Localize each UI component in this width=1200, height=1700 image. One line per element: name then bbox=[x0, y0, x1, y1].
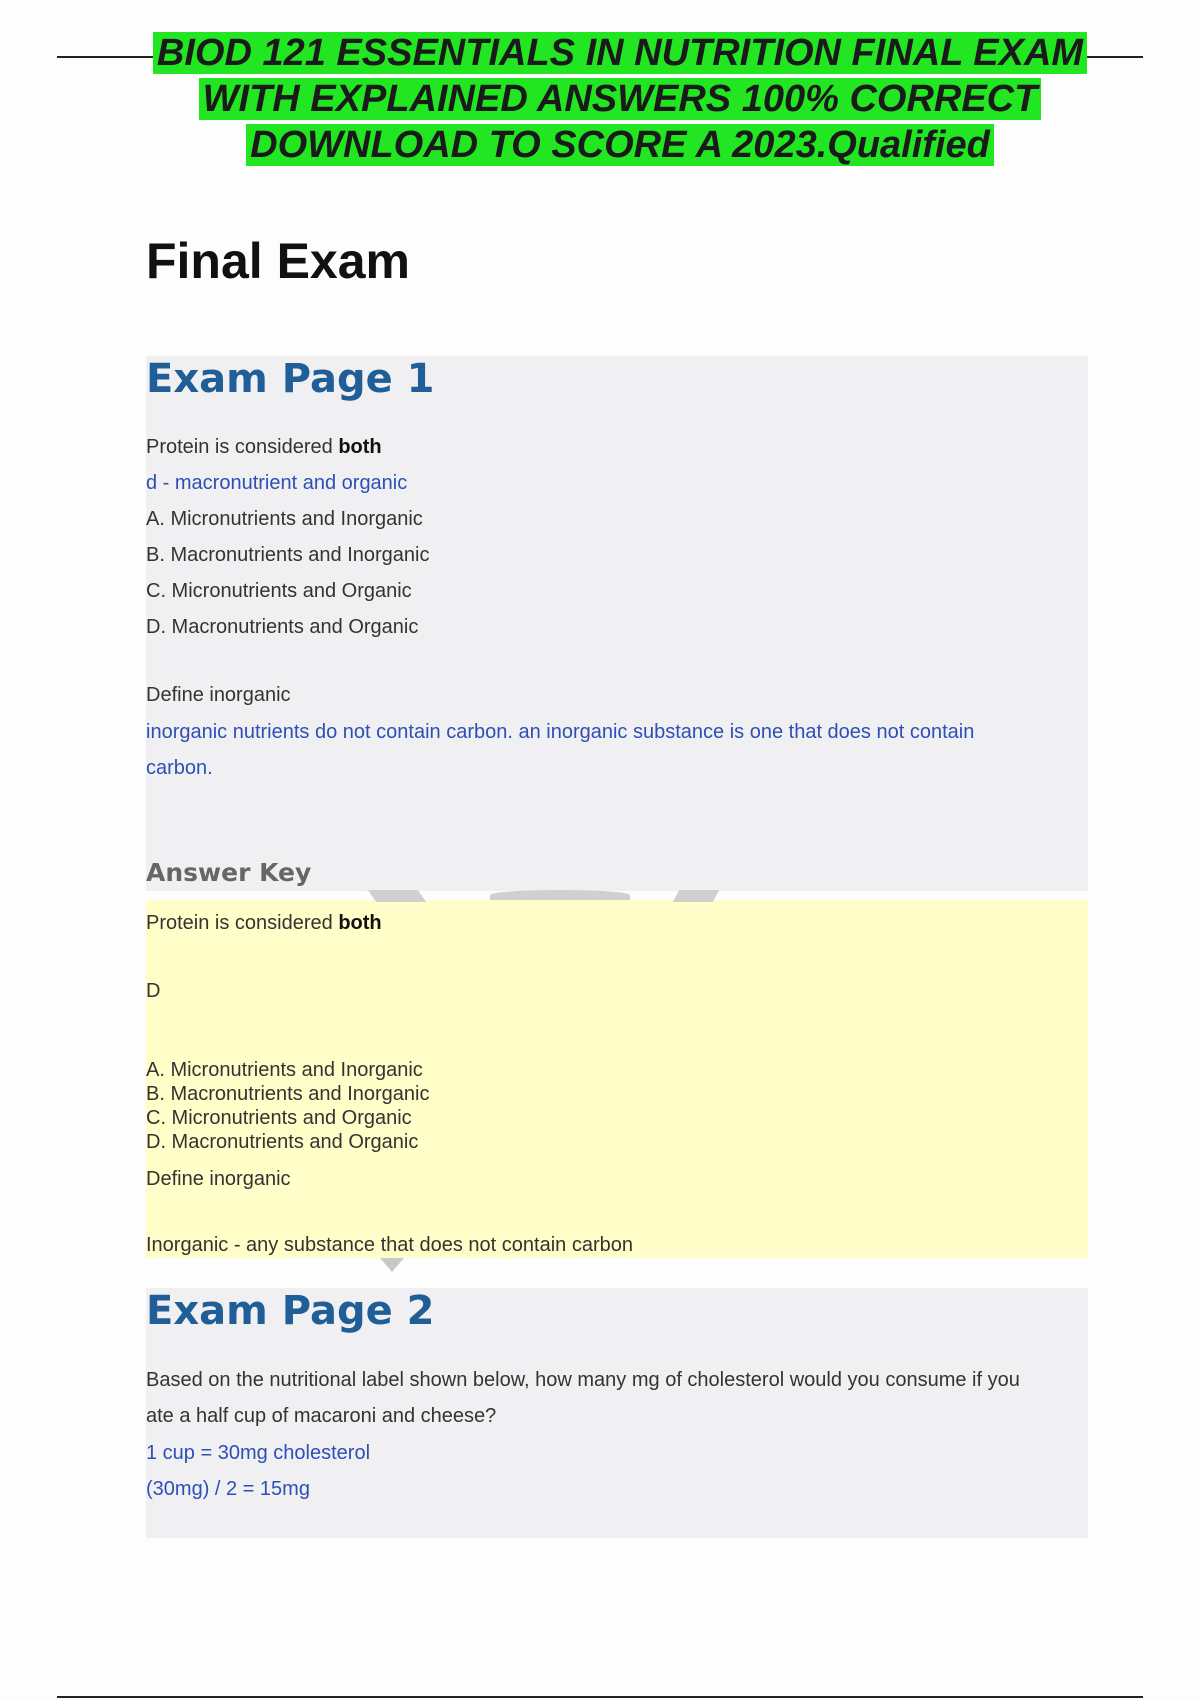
bottom-rule bbox=[57, 1696, 1143, 1698]
option-b: B. Macronutrients and Inorganic bbox=[146, 544, 430, 566]
exam-page-1-question-2: Define inorganic bbox=[146, 684, 291, 706]
answer-key-answer-1: D bbox=[146, 980, 161, 1002]
option-c: C. Micronutrients and Organic bbox=[146, 580, 412, 602]
question-text: Protein is considered bbox=[146, 436, 339, 458]
answer-key-option-c: C. Micronutrients and Organic bbox=[146, 1107, 412, 1129]
answer-key-option-b: B. Macronutrients and Inorganic bbox=[146, 1083, 430, 1105]
final-exam-heading: Final Exam bbox=[146, 233, 410, 289]
exam-page-1-answer-1: d - macronutrient and organic bbox=[146, 472, 408, 494]
question-emphasis: both bbox=[338, 912, 382, 934]
exam-page-2-heading: Exam Page 2 bbox=[146, 1288, 435, 1334]
watermark-fragment bbox=[673, 890, 720, 902]
answer-key-option-d: D. Macronutrients and Organic bbox=[146, 1131, 419, 1153]
exam-page-1-answer-2: inorganic nutrients do not contain carbon. an inorganic substance is one that does not contain carbon. bbox=[146, 721, 975, 779]
option-d: D. Macronutrients and Organic bbox=[146, 616, 419, 638]
exam-page-2-answer-line-1: 1 cup = 30mg cholesterol bbox=[146, 1442, 371, 1464]
exam-page-1-question-1 bbox=[146, 436, 382, 459]
option-a: A. Micronutrients and Inorganic bbox=[146, 508, 423, 530]
answer-key-question-1 bbox=[146, 912, 382, 935]
answer-key-question-2: Define inorganic bbox=[146, 1168, 291, 1190]
exam-page-2-answer-line-2: (30mg) / 2 = 15mg bbox=[146, 1478, 310, 1500]
question-text: Protein is considered bbox=[146, 912, 339, 934]
answer-key-answer-2: Inorganic - any substance that does not contain carbon bbox=[146, 1234, 633, 1256]
question-emphasis: both bbox=[338, 436, 382, 458]
document-title-text: BIOD 121 ESSENTIALS IN NUTRITION FINAL EXAM WITH EXPLAINED ANSWERS 100% CORRECT DOWNLOAD TO SCORE A 2023.Qualified bbox=[153, 32, 1087, 166]
exam-page-2-question: Based on the nutritional label shown below, how many mg of cholesterol would you consume if you ate a half cup of macaroni and cheese? bbox=[146, 1369, 1020, 1427]
document-title bbox=[150, 30, 1090, 168]
answer-key-heading: Answer Key bbox=[146, 858, 312, 887]
answer-key-option-a: A. Micronutrients and Inorganic bbox=[146, 1059, 423, 1081]
watermark-fragment bbox=[490, 890, 630, 900]
watermark-fragment bbox=[368, 890, 426, 902]
exam-page-1-heading: Exam Page 1 bbox=[146, 356, 435, 402]
watermark-fragment bbox=[380, 1258, 404, 1272]
